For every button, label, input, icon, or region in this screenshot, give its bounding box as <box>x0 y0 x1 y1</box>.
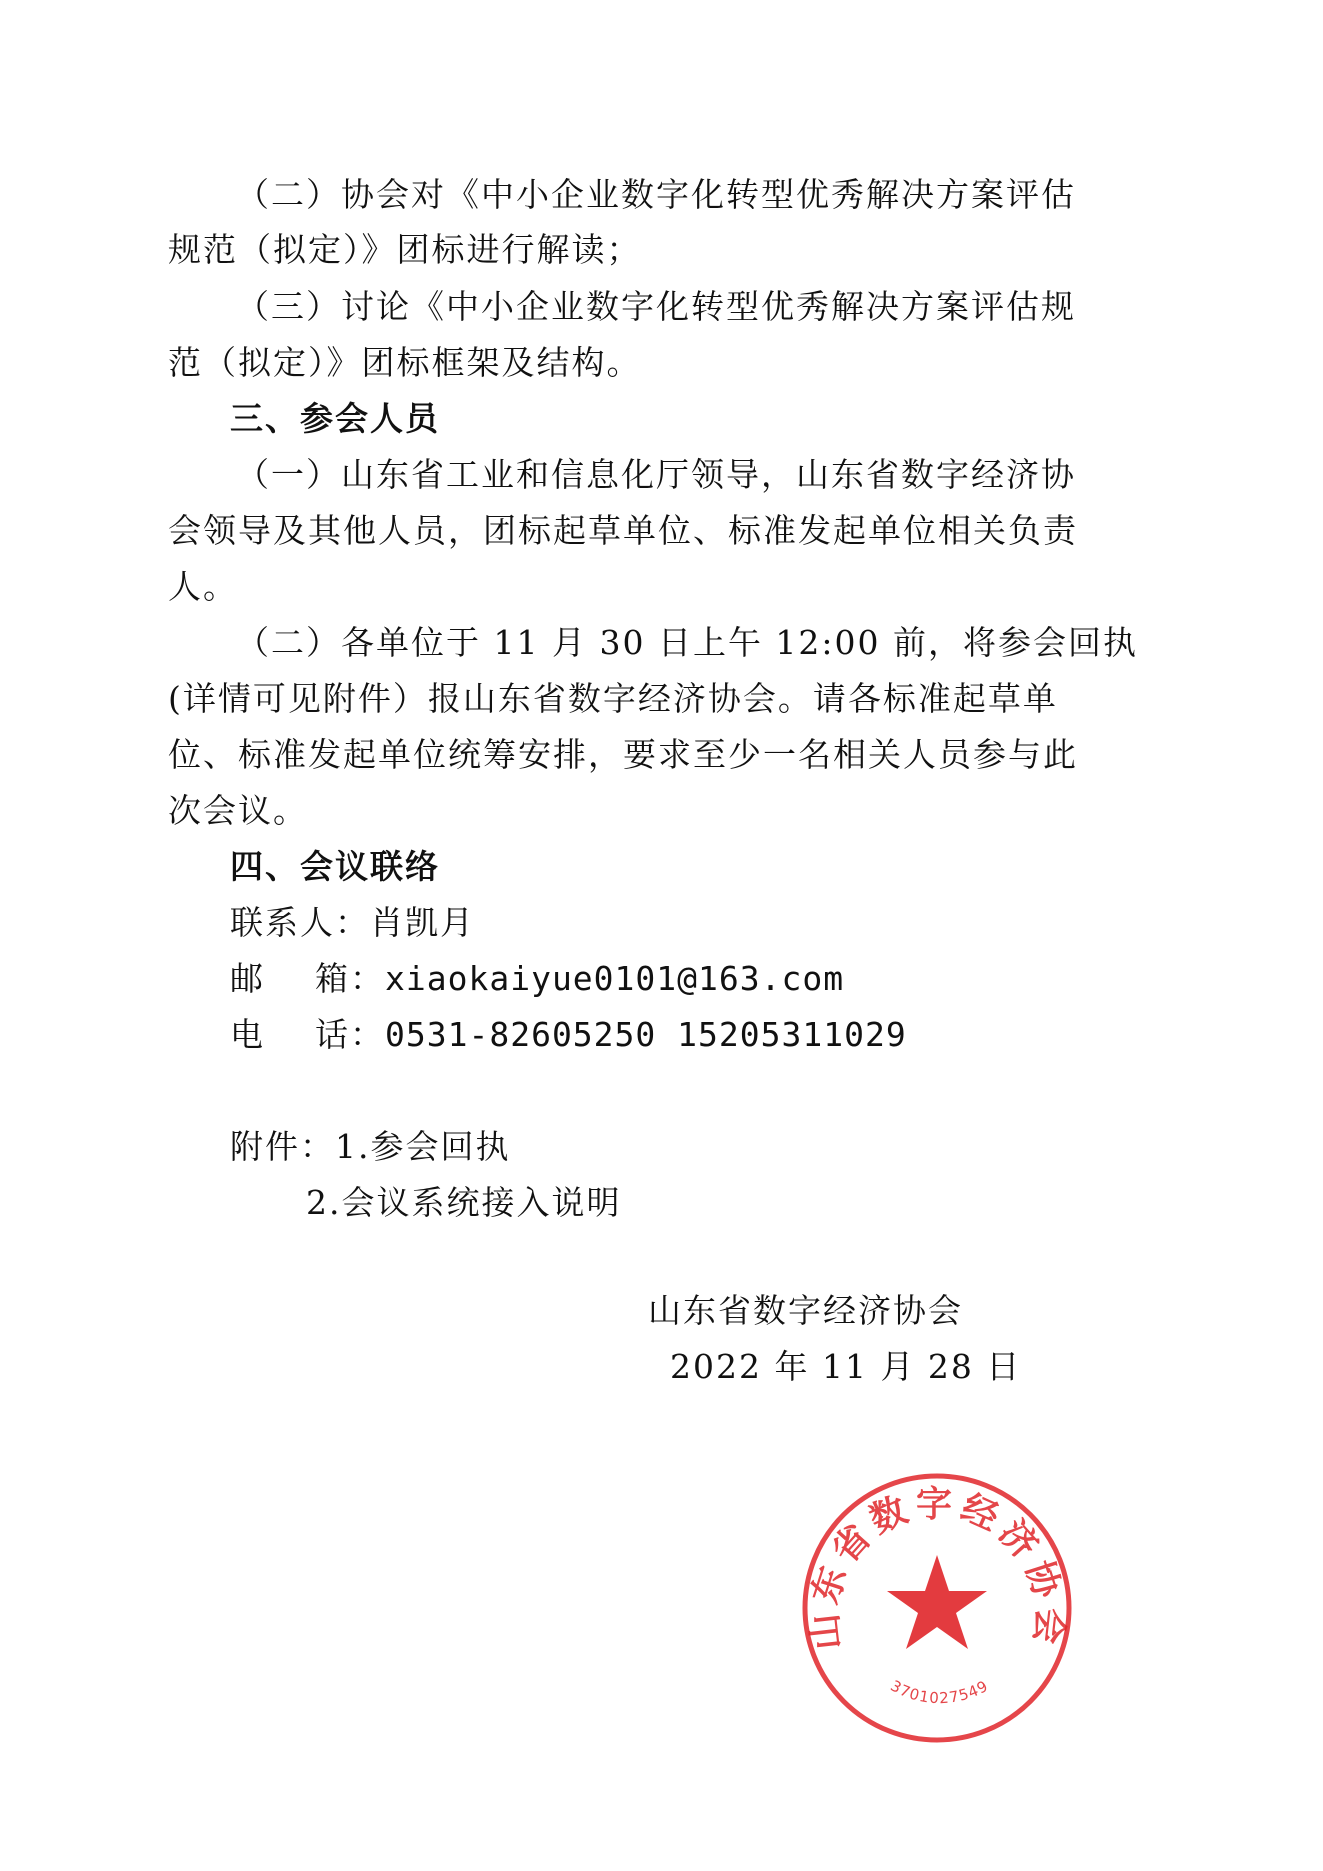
signature-date: 2022 年 11 月 28 日 <box>670 1347 1022 1386</box>
participants-item-2-line-1: （二）各单位于 11 月 30 日上午 12:00 前，将参会回执 <box>236 623 1139 662</box>
contact-heading: 四、会议联络 <box>230 847 440 886</box>
participants-item-2-line-2: (详情可见附件）报山东省数字经济协会。请各标准起草单 <box>168 679 1058 718</box>
contact-phone-colon: ： <box>350 1015 385 1054</box>
participants-item-1-line-2: 会领导及其他人员，团标起草单位、标准发起单位相关负责 <box>168 511 1078 550</box>
contact-person-value: 肖凯月 <box>370 903 475 942</box>
participants-heading: 三、参会人员 <box>230 399 440 438</box>
agenda-item-3-line-2: 范（拟定）》团标框架及结构。 <box>168 343 642 382</box>
seal-arc-text: 山东省数字经济协会 <box>803 1484 1071 1652</box>
participants-item-2-line-4: 次会议。 <box>168 791 308 830</box>
contact-phone-row <box>230 1015 907 1055</box>
attachment-item-1: 1.参会回执 <box>335 1127 511 1166</box>
agenda-item-2-line-2: 规范（拟定）》团标进行解读； <box>168 230 642 269</box>
contact-email-value[interactable]: xiaokaiyue0101@163.com <box>385 959 845 998</box>
agenda-item-2-line-1: （二）协会对《中小企业数字化转型优秀解决方案评估 <box>236 175 1076 214</box>
signature-organization: 山东省数字经济协会 <box>648 1291 963 1330</box>
seal-star-icon <box>887 1555 987 1649</box>
contact-phone-value: 0531-82605250 15205311029 <box>385 1015 907 1054</box>
attachments-row-1 <box>230 1127 511 1167</box>
participants-item-2-line-3: 位、标准发起单位统筹安排，要求至少一名相关人员参与此 <box>168 735 1078 774</box>
participants-item-1-line-3: 人。 <box>168 567 238 606</box>
contact-email-colon: ： <box>350 959 385 998</box>
official-seal <box>792 1463 1082 1753</box>
seal-code-text: 3701027549 <box>887 1676 992 1708</box>
contact-email-row <box>230 959 844 999</box>
contact-person-row <box>230 903 475 943</box>
attachments-label: 附件： <box>230 1127 335 1166</box>
agenda-item-3-line-1: （三）讨论《中小企业数字化转型优秀解决方案评估规 <box>236 287 1076 326</box>
contact-person-label: 联系人： <box>230 903 370 942</box>
attachment-item-2: 2.会议系统接入说明 <box>306 1183 622 1222</box>
contact-phone-label: 电话 <box>230 1015 350 1054</box>
contact-email-label: 邮箱 <box>230 959 350 998</box>
participants-item-1-line-1: （一）山东省工业和信息化厅领导，山东省数字经济协 <box>236 455 1076 494</box>
